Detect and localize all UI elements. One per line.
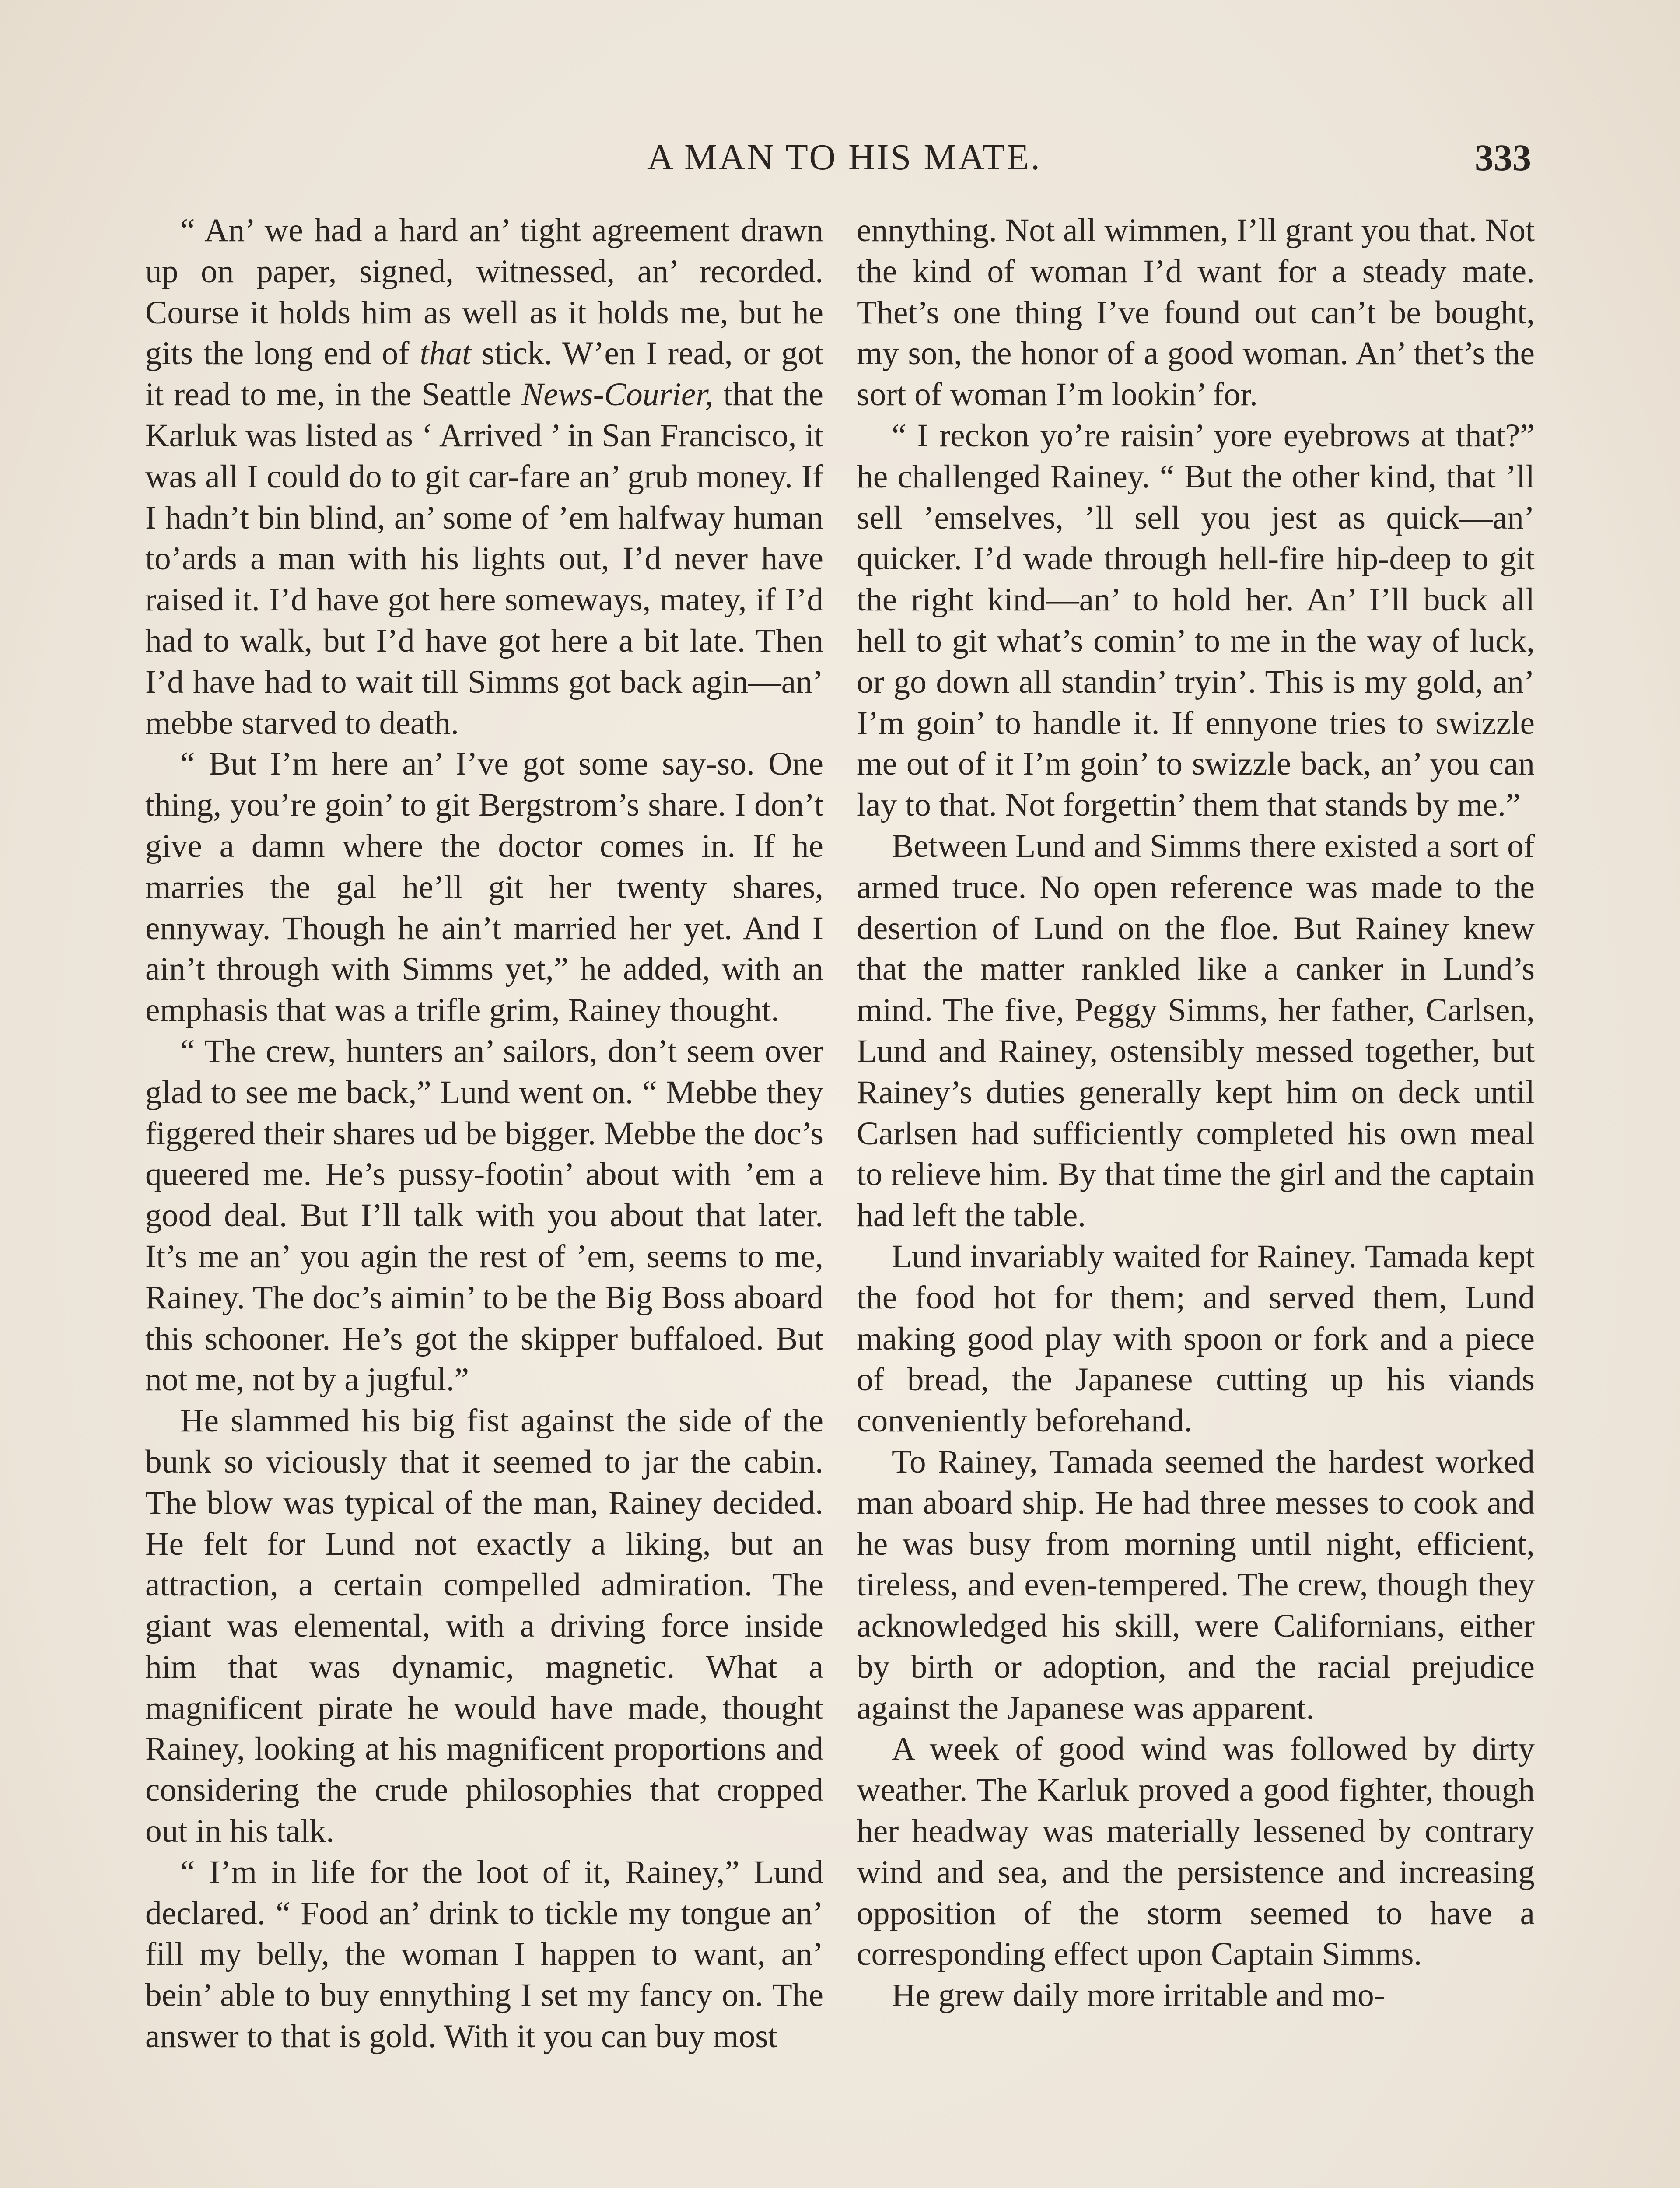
paragraph-text: “ I’m in life for the loot of it, Rainey,” Lund declared. “ Food an’ drink to tickle my tongue an’ fill my belly, the woman I happen to want, an’ bein’ able to buy ennything I set my fancy on. The answer to that is gold. With it you can buy most xyxy=(145,1854,823,2055)
running-head xyxy=(144,131,1544,184)
paragraph xyxy=(857,1975,1535,2016)
right-column xyxy=(857,210,1535,2188)
paragraph-text: Between Lund and Simms there existed a sort of armed truce. No open reference was made to the desertion of Lund on the floe. But Rainey knew that the matter rankled like a canker in Lund’s mind. The five, Peggy Simms, her father, Carlsen, Lund and Rainey, ostensibly messed together, but Rainey’s duties generally kept him on deck until Carlsen had sufficiently completed his own meal to relieve him. By that time the girl and the captain had left the table. xyxy=(857,828,1535,1234)
paragraph-text: Lund invariably waited for Rainey. Tamada kept the food hot for them; and served them, Lund making good play with spoon or fork and a piece of bread, the Japanese cutting up his viands conveniently beforehand. xyxy=(857,1238,1535,1439)
paragraph-text: ennything. Not all wimmen, I’ll grant you that. Not the kind of woman I’d want for a steady mate. Thet’s one thing I’ve found out can’t be bought, my son, the honor of a good woman. An’ thet’s the sort of woman I’m lookin’ for. xyxy=(857,212,1535,413)
paragraph-text: A week of good wind was followed by dirty weather. The Karluk proved a good fighter, though her headway was materially lessened by contrary wind and sea, and the persistence and increasing opposition of the storm seemed to have a corresponding effect upon Captain Simms. xyxy=(857,1731,1535,1973)
paragraph-text: “ But I’m here an’ I’ve got some say-so. One thing, you’re goin’ to git Bergstrom’s share. I don’t give a damn where the doctor comes in. If he marries the gal he’ll git her twenty shares, ennyway. Though he ain’t married her yet. And I ain’t through with Simms yet,” he added, with an emphasis that was a trifle grim, Rainey thought. xyxy=(145,746,823,1029)
paragraph-text: stick. W’en I read, or got it read to me, in the Seattle xyxy=(145,335,823,413)
paragraph-text: “ I reckon yo’re raisin’ yore eyebrows at that?” he challenged Rainey. “ But the other kind, that ’ll sell ’emselves, ’ll sell you jest as quick—an’ quicker. I’d wade through hell-fire hip-deep to git the right kind—an’ to hold her. An’ I’ll buck all hell to git what’s comin’ to me in the way of luck, or go down all standin’ tryin’. This is my gold, an’ I’m goin’ to handle it. If ennyone tries to swizzle me out of it I’m goin’ to swizzle back, an’ you can lay to that. Not forgettin’ them that stands by me.” xyxy=(857,417,1535,824)
paragraph xyxy=(145,1031,823,1400)
italic-text: News-Courier, xyxy=(521,376,714,413)
page-number: 333 xyxy=(1475,137,1531,179)
paragraph-text: that the Karluk was listed as ‘ Arrived ’ in San Francisco, it was all I could do to git car-fare an’ grub money. If I hadn’t bin blind, an’ some of ’em halfway human to’ards a man with his lights out, I’d never have raised it. I’d have got here someways, matey, if I’d had to walk, but I’d have got here a bit late. Then I’d have had to wait till Simms got back agin—an’ mebbe starved to death. xyxy=(145,376,823,741)
paragraph xyxy=(145,1852,823,2057)
left-column xyxy=(145,210,823,2188)
paragraph-text: To Rainey, Tamada seemed the hardest worked man aboard ship. He had three messes to cook and he was busy from morning until night, efficient, tireless, and even-tempered. The crew, though they acknowledged his skill, were Californians, either by birth or adoption, and the racial prejudice against the Japanese was apparent. xyxy=(857,1443,1535,1726)
running-title: A MAN TO HIS MATE. xyxy=(647,137,1042,178)
paragraph-text: He grew daily more irritable and mo- xyxy=(892,1977,1385,2014)
paragraph xyxy=(857,1729,1535,1975)
paragraph xyxy=(857,826,1535,1236)
paragraph-text: He slammed his big fist against the side of the bunk so viciously that it seemed to jar the cabin. The blow was typical of the man, Rainey decided. He felt for Lund not exactly a liking, but an attraction, a certain compelled admiration. The giant was elemental, with a driving force inside him that was dynamic, magnetic. What a magnificent pirate he would have made, thought Rainey, looking at his magnificent proportions and considering the crude philosophies that cropped out in his talk. xyxy=(145,1403,823,1850)
paragraph xyxy=(857,415,1535,826)
paragraph xyxy=(145,1400,823,1852)
paragraph xyxy=(857,210,1535,415)
paragraph-text: “ An’ we had a hard an’ tight agreement drawn up on paper, signed, witnessed, an’ recorded. Course it holds him as well as it holds me, but he gits the long end of xyxy=(145,212,823,372)
paragraph xyxy=(857,1441,1535,1729)
paragraph xyxy=(857,1236,1535,1441)
paragraph xyxy=(145,743,823,1031)
italic-text: that xyxy=(420,335,471,372)
paragraph xyxy=(145,210,823,743)
paragraph-text: “ The crew, hunters an’ sailors, don’t seem over glad to see me back,” Lund went on. “ Mebbe they figgered their shares ud be bigger. Mebbe the doc’s queered me. He’s pussy-footin’ about with ’em a good deal. But I’ll talk with you about that later. It’s me an’ you agin the rest of ’em, seems to me, Rainey. The doc’s aimin’ to be the Big Boss aboard this schooner. He’s got the skipper buffaloed. But not me, not by a jugful.” xyxy=(145,1033,823,1398)
